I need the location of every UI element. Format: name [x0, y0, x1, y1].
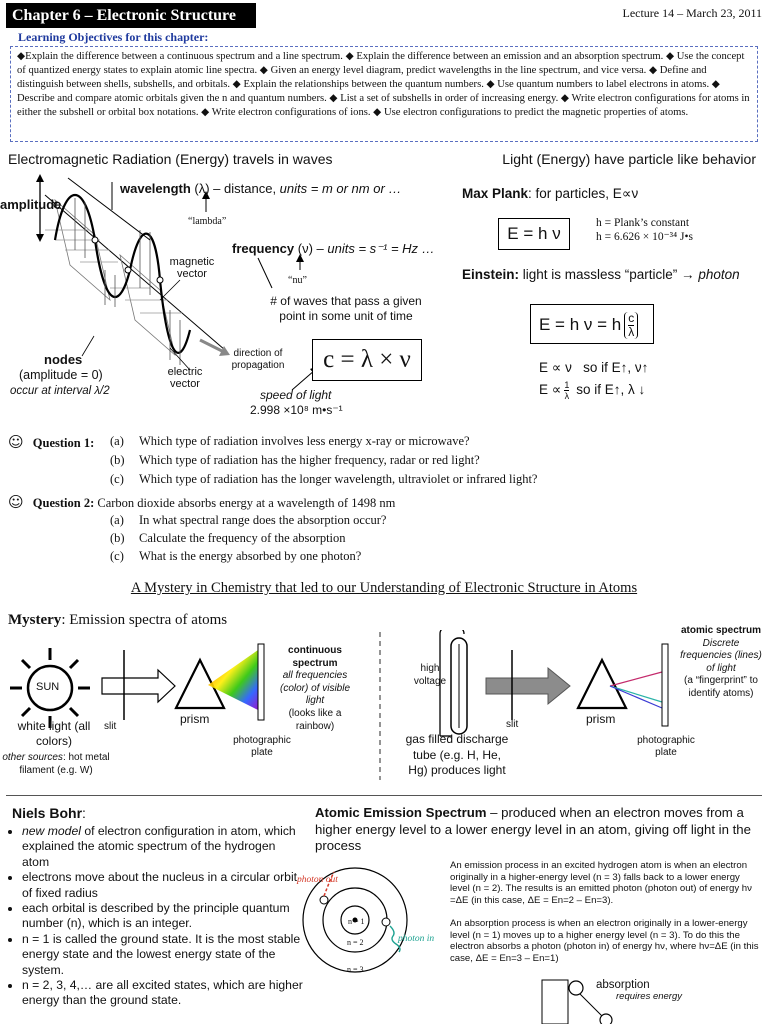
speed-equation-box: [312, 339, 422, 381]
n1-label: n = 1: [348, 917, 365, 926]
nu-note: “nu”: [288, 275, 307, 286]
bohr-item: • n = 2, 3, 4,… are all excited states, which are higher energy than the ground state.: [22, 978, 304, 1009]
spectral-line-red: [610, 672, 662, 686]
question-2-text: Carbon dioxide absorbs energy at a wavelength of 1498 nm: [97, 496, 396, 510]
other-sources-label: [2, 751, 110, 777]
einstein-frac-den: λ: [628, 325, 635, 340]
question-1-label: Question 1:: [32, 436, 95, 450]
prop-nu-left: E ∝ ν: [539, 360, 572, 375]
bohr-item-1-text: of electron configuration in atom, which explained the atomic spectrum of the hydrogen atom: [22, 824, 296, 869]
gas-tube-label: gas filled discharge tube (e.g. H, He, Hg) produces light: [405, 732, 509, 777]
q1-c-tag: (c): [110, 472, 124, 486]
continuous-desc: all frequencies (color) of visible light: [279, 670, 351, 707]
absorption-box: [542, 980, 568, 1024]
einstein-frac-num: c: [628, 311, 635, 326]
continuous-spectrum-label: [272, 645, 358, 733]
n2-label: n = 2: [347, 938, 364, 947]
node-points: [54, 202, 163, 283]
bohr-item: • electrons move about the nucleus in a circular orbit of fixed radius: [22, 870, 304, 901]
nodes-pointer: [82, 336, 94, 356]
electron-out: [320, 896, 328, 904]
frequency-desc: (ν) –: [294, 241, 328, 256]
prism-1-label: prism: [180, 712, 210, 726]
q2-a: In what spectral range does the absorption occur?: [139, 513, 387, 527]
prop-lambda-right: so if E↑, λ ↓: [576, 382, 646, 398]
amplitude-label: amplitude: [0, 197, 62, 212]
atomic-term: atomic spectrum: [680, 625, 762, 636]
waves-pass-label: # of waves that pass a given point in some unit of time: [270, 294, 422, 323]
electron-in: [382, 918, 390, 926]
bohr-item: • n = 1 is called the ground state. It is the most stable energy state and the lowest energy state of the system.: [22, 932, 304, 978]
prop-frac-den: λ: [564, 391, 570, 401]
max-plank-name: Max Plank: [462, 186, 529, 201]
frequency-arrow: [258, 258, 272, 288]
prop-frac-num: 1: [564, 380, 570, 390]
einstein-name: Einstein:: [462, 267, 520, 282]
direction-label: direction of propagation: [231, 348, 285, 371]
q2-c-tag: (c): [110, 549, 124, 563]
q2-c: What is the energy absorbed by one photon?: [139, 549, 362, 563]
emission-term: Atomic Emission Spectrum: [315, 805, 487, 820]
lambda-note: “lambda”: [188, 216, 227, 227]
requires-energy-label: requires energy: [616, 991, 683, 1002]
prop-nu-right: so if E↑, ν↑: [583, 360, 649, 375]
q1-b-tag: (b): [110, 453, 125, 467]
continuous-term: continuous spectrum: [288, 645, 342, 669]
speed-of-light-label: speed of light: [260, 388, 332, 402]
wavelength-text: [120, 181, 401, 196]
q2-b-tag: (b): [110, 531, 125, 545]
nodes-interval: occur at interval λ/2: [10, 385, 110, 397]
em-wave-heading: Electromagnetic Radiation (Energy) travels in waves: [8, 151, 333, 167]
proportional-lambda: [539, 380, 645, 401]
prism-2-label: prism: [586, 712, 616, 726]
section-divider: [6, 795, 762, 796]
absorption-process-text: An absorption process is when an electron originally in a lower-energy level (n = 1) moves up to a higher energy level (n = 3). To do this the electron absorbs a photon (photon in) of energy hν, where hν=ΔE (in this case, ΔE = En=3 – En=1): [450, 918, 759, 964]
bohr-item: [22, 824, 304, 870]
proportional-nu: [539, 360, 648, 376]
atomic-note: (a “fingerprint” to identify atoms): [684, 675, 758, 699]
photon-in-label: photon in: [398, 934, 435, 944]
smiley-icon: ☺: [8, 433, 24, 451]
smiley-icon: ☺: [8, 493, 24, 511]
bohr-colon: :: [82, 805, 86, 821]
question-2: [8, 493, 395, 511]
photographic-plate-2: [662, 644, 668, 726]
planck-constant-name: h = Plank’s constant: [596, 217, 690, 229]
question-2-label: Question 2:: [32, 496, 95, 510]
wavelength-term: wavelength: [120, 181, 191, 196]
wavelength-desc: (λ) – distance,: [190, 181, 280, 196]
mystery-subheading: [8, 612, 227, 629]
sun-label: SUN: [36, 681, 60, 693]
mystery-desc: : Emission spectra of atoms: [61, 612, 228, 628]
emission-desc: – produced when an electron moves from a higher energy level to a lower energy level in an atom, giving off light in the process: [315, 805, 751, 853]
einstein-photon: photon: [698, 267, 740, 282]
planck-equation-box: [498, 218, 570, 250]
q1-b: Which type of radiation has the higher frequency, radar or red light?: [139, 453, 480, 467]
slit-2-label: slit: [506, 719, 519, 730]
continuous-note: (looks like a rainbow): [288, 707, 342, 732]
bohr-item-1-term: new model: [22, 824, 81, 838]
objectives-text: ◆Explain the difference between a continuous spectrum and a line spectrum. ◆ Explain the difference between an emission and an absorption spectrum. ◆ Use the concept of quantized energy states to explain atomic line spectra. ◆ Given an energy level diagram, predict wavelengths in the line spectrum, and vice versa. ◆ Define and distinguish between shells, subshells, and orbitals. ◆ Explain the relationships between the quantum numbers. ◆ Use quantum numbers to label electrons in atoms. ◆ Describe and compare atomic orbitals given the n and quantum numbers. ◆ List a set of subshells in order of increasing energy. ◆ Write electron configurations for atoms in either the subshell or orbital box notations. ◆ Write electron configurations of ions. ◆ Use electron configurations to predict the magnetic properties of atoms.: [17, 51, 750, 118]
wavelength-units: units = m or nm or …: [279, 181, 402, 196]
q2-a-tag: (a): [110, 513, 124, 527]
particle-heading: Light (Energy) have particle like behavior: [502, 151, 756, 167]
white-light-arrow: [102, 670, 175, 702]
white-light-label: white light (all colors): [17, 719, 91, 748]
planck-constant-def: [596, 216, 693, 244]
magnetic-vector-pointer: [160, 280, 180, 300]
atomic-desc: Discrete frequencies (lines) of light: [680, 637, 762, 674]
other-sources-desc: : hot metal filament (e.g. W): [19, 752, 110, 776]
q1-a-tag: (a): [110, 434, 124, 448]
emission-heading: [315, 805, 763, 855]
plate-2-label: photographic plate: [637, 735, 695, 758]
high-voltage-label: high voltage: [413, 663, 447, 687]
nodes-amplitude: (amplitude = 0): [19, 368, 103, 382]
max-plank-line: [462, 186, 638, 202]
bohr-list: [8, 824, 304, 1009]
slit-1-label: slit: [104, 721, 117, 732]
einstein-equation: E = h ν = h: [539, 315, 622, 334]
nodes-label: nodes: [44, 352, 83, 367]
frequency-text: [232, 241, 435, 257]
planck-equation: E = h ν: [507, 224, 561, 243]
electric-vector-label: electric vector: [167, 366, 203, 390]
atomic-spectrum-label: [676, 625, 766, 701]
absorption-label: absorption: [596, 979, 650, 991]
max-plank-desc: : for particles, E∝ν: [528, 186, 639, 201]
q1-c: Which type of radiation has the longer wavelength, ultraviolet or infrared light?: [139, 472, 538, 486]
other-sources-term: other sources: [2, 752, 63, 763]
n3-label: n = 3: [347, 965, 364, 974]
bohr-heading: [12, 805, 86, 821]
speed-equation: c = λ × ν: [323, 346, 411, 373]
speed-of-light-value: 2.998 ×10⁸ m•s⁻¹: [250, 403, 343, 417]
mystery-term: Mystery: [8, 612, 62, 628]
q2-b: Calculate the frequency of the absorption: [139, 531, 346, 545]
lecture-date: Lecture 14 – March 23, 2011: [622, 6, 762, 20]
absorption-electron: [569, 981, 583, 995]
prop-lambda-left: E ∝: [539, 382, 562, 398]
chapter-title: Chapter 6 – Electronic Structure: [6, 3, 256, 28]
q1-a: Which type of radiation involves less energy x-ray or microwave?: [139, 434, 470, 448]
objectives-box: [10, 46, 758, 142]
mystery-heading: A Mystery in Chemistry that led to our Understanding of Electronic Structure in Atoms: [130, 580, 638, 596]
frequency-units: units = s⁻¹ = Hz …: [327, 241, 435, 256]
photographic-plate-1: [258, 644, 264, 720]
magnetic-vector-label: magnetic vector: [169, 256, 215, 280]
einstein-equation-box: [530, 304, 654, 344]
light-arrow-gray: [486, 668, 570, 704]
bohr-name: Niels Bohr: [12, 805, 83, 821]
bohr-item: • each orbital is described by the principle quantum number (n), which is an integer.: [22, 901, 304, 932]
einstein-line: [462, 267, 740, 282]
objectives-heading: Learning Objectives for this chapter:: [18, 30, 209, 44]
photon-out-label: photon out: [297, 875, 338, 885]
emission-process-text: An emission process in an excited hydrogen atom is when an electron originally in a higher-energy level (n = 3) falls back to a lower energy level (n = 2). The results is an emitted photon (photon out) of energy hν =ΔE (in this case, ΔE = En=2 – En=3).: [450, 860, 752, 906]
einstein-desc: light is massless “particle” →: [519, 267, 699, 282]
plate-1-label: photographic plate: [233, 735, 291, 758]
question-1: [8, 433, 94, 451]
spectra-diagram: [0, 630, 768, 790]
planck-constant-value: h = 6.626 × 10⁻³⁴ J•s: [596, 231, 693, 243]
frequency-term: frequency: [232, 241, 295, 256]
